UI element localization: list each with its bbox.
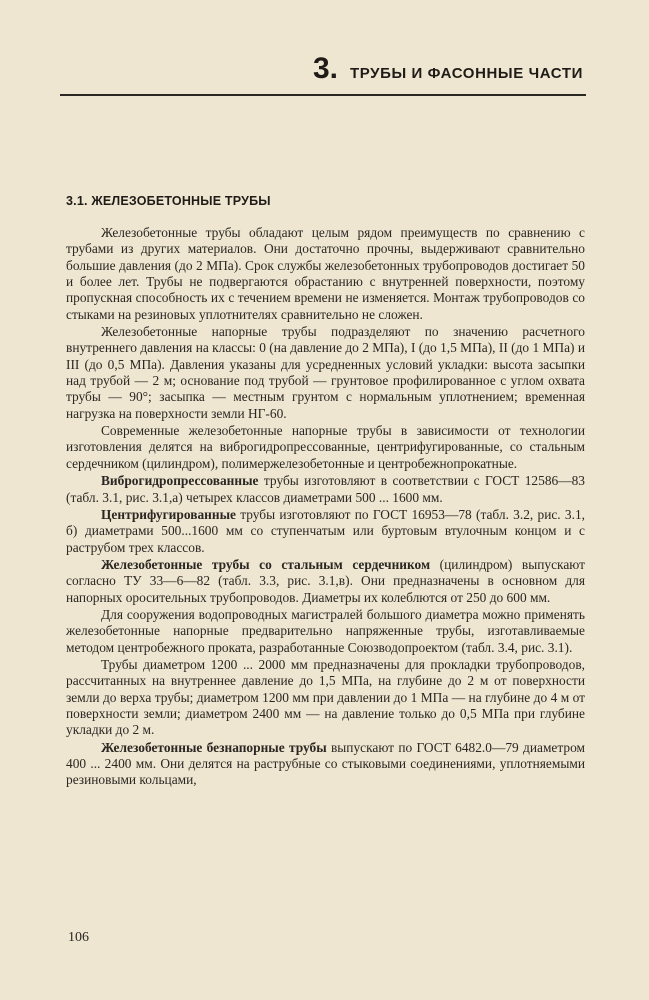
paragraph-6: Железобетонные трубы со стальным сердечником (цилиндром) выпускают согласно ТУ 33—6—82 (табл. 3.3, рис. 3.1,в). Они предназначены в основном для напорных оросительных трубопроводов. Диаметры их колеблются от 250 до 600 мм. — [66, 556, 585, 605]
paragraph-5: Центрифугированные трубы изготовляют по ГОСТ 16953—78 (табл. 3.2, рис. 3.1, б) диаметрами 500...1600 мм со ступенчатым или буртовым втулочным концом и с раструбом трех классов. — [66, 506, 585, 555]
chapter-heading — [313, 52, 583, 86]
header-rule — [60, 94, 586, 96]
section-title: 3.1. ЖЕЛЕЗОБЕТОННЫЕ ТРУБЫ — [66, 194, 271, 208]
paragraph-9: Железобетонные безнапорные трубы выпускают по ГОСТ 6482.0—79 диаметром 400 ... 2400 мм. Они делятся на раструбные со стыковыми соединениями, уплотняемыми резиновыми кольцами, — [66, 739, 585, 788]
paragraph-1: Железобетонные трубы обладают целым рядом преимуществ по сравнению с трубами из других материалов. Они достаточно прочны, выдерживают сравнительно большие давления (до 2 МПа). Срок службы железобетонных трубопроводов достигает 50 и более лет. Трубы не подвергаются обрастанию с внутренней поверхности, поэтому пропускная способность их с течением времени не изменяется. Монтаж трубопроводов со стыками на резиновых уплотнителях сравнительно не сложен. — [66, 225, 585, 322]
paragraph-lead: Железобетонные безнапорные трубы — [101, 739, 327, 755]
paragraph-2: Железобетонные напорные трубы подразделяют по значению расчетного внутреннего давления на классы: 0 (на давление до 2 МПа), I (до 1,5 МПа), II (до 1 МПа) и III (до 0,5 МПа). Давления указаны для усредненных условий укладки: высота засыпки над трубой — 2 м; основание под трубой — грунтовое профилированное с углом охвата трубы — 90°; засыпка — местным грунтом с нормальным уплотнением; временная нагрузка на поверхности земли НГ-60. — [66, 324, 585, 421]
paragraph-4: Виброгидропрессованные трубы изготовляют в соответствии с ГОСТ 12586—83 (табл. 3.1, рис. 3.1,а) четырех классов диаметрами 500 ... 1600 мм. — [66, 473, 585, 505]
paragraph-3: Современные железобетонные напорные трубы в зависимости от технологии изготовления делятся на виброгидропрессованные, центрифугированные, со стальным сердечником (цилиндром), полимержелезобетонные и центробежнопрокатные. — [66, 423, 585, 471]
paragraph-7: Для сооружения водопроводных магистралей большого диаметра можно применять железобетонные напорные предварительно напряженные трубы, изготавливаемые методом центробежного проката, разработанные Союзводопроектом (табл. 3.4, рис. 3.1). — [66, 606, 585, 655]
paragraph-lead: Железобетонные трубы со стальным сердечником — [101, 556, 431, 572]
chapter-number: 3. — [312, 52, 338, 85]
body-text — [66, 225, 585, 790]
paragraph-lead: Виброгидропрессованные — [101, 473, 259, 489]
paragraph-lead: Центрифугированные — [101, 506, 236, 522]
chapter-title: ТРУБЫ И ФАСОННЫЕ ЧАСТИ — [349, 65, 583, 82]
paragraph-8: Трубы диаметром 1200 ... 2000 мм предназначены для прокладки трубопроводов, рассчитанных на внутреннее давление до 1,5 МПа, на глубине до 2 м от поверхности земли до верха трубы; диаметром 1200 мм при давлении до 1 МПа — на глубине до 4 м от поверхности земли; диаметром 2400 мм — на давление только до 0,5 МПа при глубине укладки до 2 м. — [66, 656, 585, 738]
page-number: 106 — [68, 930, 89, 945]
